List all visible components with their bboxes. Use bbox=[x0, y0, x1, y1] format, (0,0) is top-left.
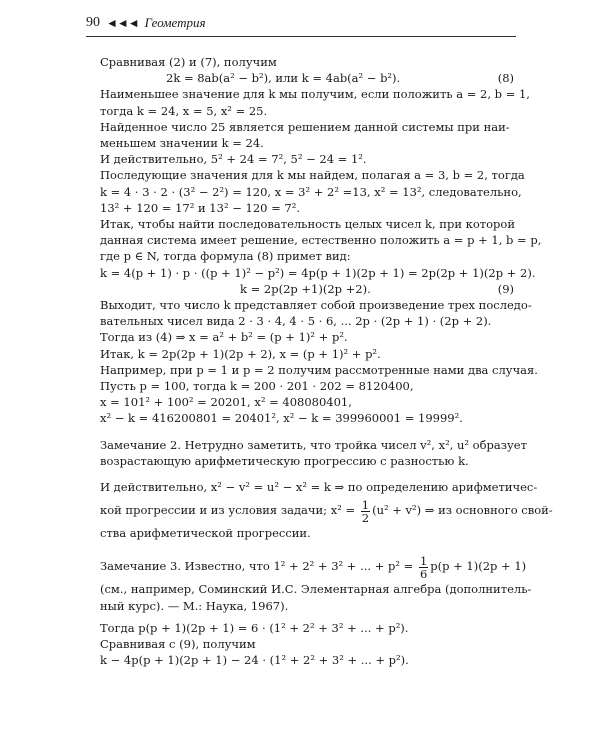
equation-label: (9) bbox=[497, 281, 514, 296]
remark-line-with-fraction bbox=[100, 551, 527, 581]
fraction-denominator: 6 bbox=[419, 566, 428, 581]
text-line: где p ∈ N, тогда формула (8) примет вид: bbox=[100, 249, 351, 264]
text-line: x = 101² + 100² = 20201, x² = 408080401, bbox=[100, 395, 352, 410]
text-line: Сравнивая с (9), получим bbox=[100, 637, 256, 652]
text-line: Наименьшее значение для k мы получим, если положить a = 2, b = 1, bbox=[100, 87, 530, 102]
text-line: Тогда p(p + 1)(2p + 1) = 6 · (1² + 2² + 3² + ... + p²). bbox=[100, 620, 409, 635]
text-fragment: кой прогрессии и из условия задачи; x² = bbox=[100, 503, 359, 518]
fraction-denominator: 2 bbox=[361, 510, 370, 525]
text-line: (см., например, Соминский И.С. Элементарная алгебра (дополнитель- bbox=[100, 582, 532, 597]
text-line: Выходит, что число k представляет собой произведение трех последо- bbox=[100, 298, 532, 313]
remark-line: Замечание 2. Нетрудно заметить, что тройка чисел v², x², u² образует bbox=[100, 437, 527, 452]
equation-label: (8) bbox=[497, 71, 514, 86]
text-line: 13² + 120 = 17² и 13² − 120 = 7². bbox=[100, 200, 300, 215]
running-title: Геометрия bbox=[144, 15, 206, 30]
header-ornament: ◄◄◄ bbox=[106, 15, 139, 30]
text-line: ный курс). — М.: Наука, 1967). bbox=[100, 598, 289, 613]
text-line: Последующие значения для k мы найдем, полагая a = 3, b = 2, тогда bbox=[100, 168, 525, 183]
text-line: вательных чисел вида 2 · 3 · 4, 4 · 5 · 6, ... 2p · (2p + 1) · (2p + 2). bbox=[100, 314, 492, 329]
page-body bbox=[100, 54, 553, 669]
fraction-sixth bbox=[419, 555, 428, 580]
fraction-half bbox=[361, 499, 370, 524]
formula: k = 2p(2p +1)(2p +2). bbox=[240, 281, 371, 296]
formula: 2k = 8ab(a² − b²), или k = 4ab(a² − b²). bbox=[166, 71, 401, 86]
text-line: ства арифметической прогрессии. bbox=[100, 526, 311, 541]
text-line: И действительно, 5² + 24 = 7², 5² − 24 = 1². bbox=[100, 152, 367, 167]
text-line-with-fraction bbox=[100, 495, 553, 525]
text-line: Например, при p = 1 и p = 2 получим рассмотренные нами два случая. bbox=[100, 362, 538, 377]
text-line: Итак, чтобы найти последовательность целых чисел k, при которой bbox=[100, 217, 515, 232]
text-line: x² − k = 416200801 = 20401², x² − k = 399960001 = 19999². bbox=[100, 411, 463, 426]
page-number: 90 bbox=[86, 15, 100, 30]
text-fragment: p(p + 1)(2p + 1) bbox=[430, 559, 527, 574]
text-fragment: Замечание 3. Известно, что 1² + 2² + 3² + ... + p² = bbox=[100, 559, 417, 574]
text-line: Пусть p = 100, тогда k = 200 · 201 · 202 = 8120400, bbox=[100, 379, 414, 394]
page-header bbox=[86, 12, 516, 34]
formula-line: k = 4(p + 1) · p · ((p + 1)² − p²) = 4p(p + 1)(2p + 1) = 2p(2p + 1)(2p + 2). bbox=[100, 265, 536, 280]
fraction-numerator: 1 bbox=[361, 497, 370, 512]
text-line: k = 4 · 3 · 2 · (3² − 2²) = 120, x = 3² + 2² =13, x² = 13², следовательно, bbox=[100, 184, 522, 199]
text-line: Сравнивая (2) и (7), получим bbox=[100, 55, 277, 69]
text-line: Найденное число 25 является решением данной системы при наи- bbox=[100, 119, 510, 134]
text-line: данная система имеет решение, естественно положить a = p + 1, b = p, bbox=[100, 233, 542, 248]
text-line: тогда k = 24, x = 5, x² = 25. bbox=[100, 103, 268, 118]
formula-line bbox=[100, 70, 514, 86]
text-line: И действительно, x² − v² = u² − x² = k ⇒ по определению арифметичес- bbox=[100, 480, 538, 495]
text-fragment: (u² + v²) ⇒ из основного свой- bbox=[372, 503, 553, 518]
text-line: возрастающую арифметическую прогрессию с разностью k. bbox=[100, 453, 469, 468]
text-line: Тогда из (4) ⇒ x = a² + b² = (p + 1)² + p². bbox=[100, 330, 348, 345]
formula-line bbox=[100, 281, 514, 297]
text-line: меньшем значении k = 24. bbox=[100, 136, 264, 151]
text-line: Итак, k = 2p(2p + 1)(2p + 2), x = (p + 1)² + p². bbox=[100, 346, 381, 361]
header-rule bbox=[86, 36, 516, 37]
fraction-numerator: 1 bbox=[419, 553, 428, 568]
formula-line: k − 4p(p + 1)(2p + 1) − 24 · (1² + 2² + 3² + ... + p²). bbox=[100, 653, 409, 668]
